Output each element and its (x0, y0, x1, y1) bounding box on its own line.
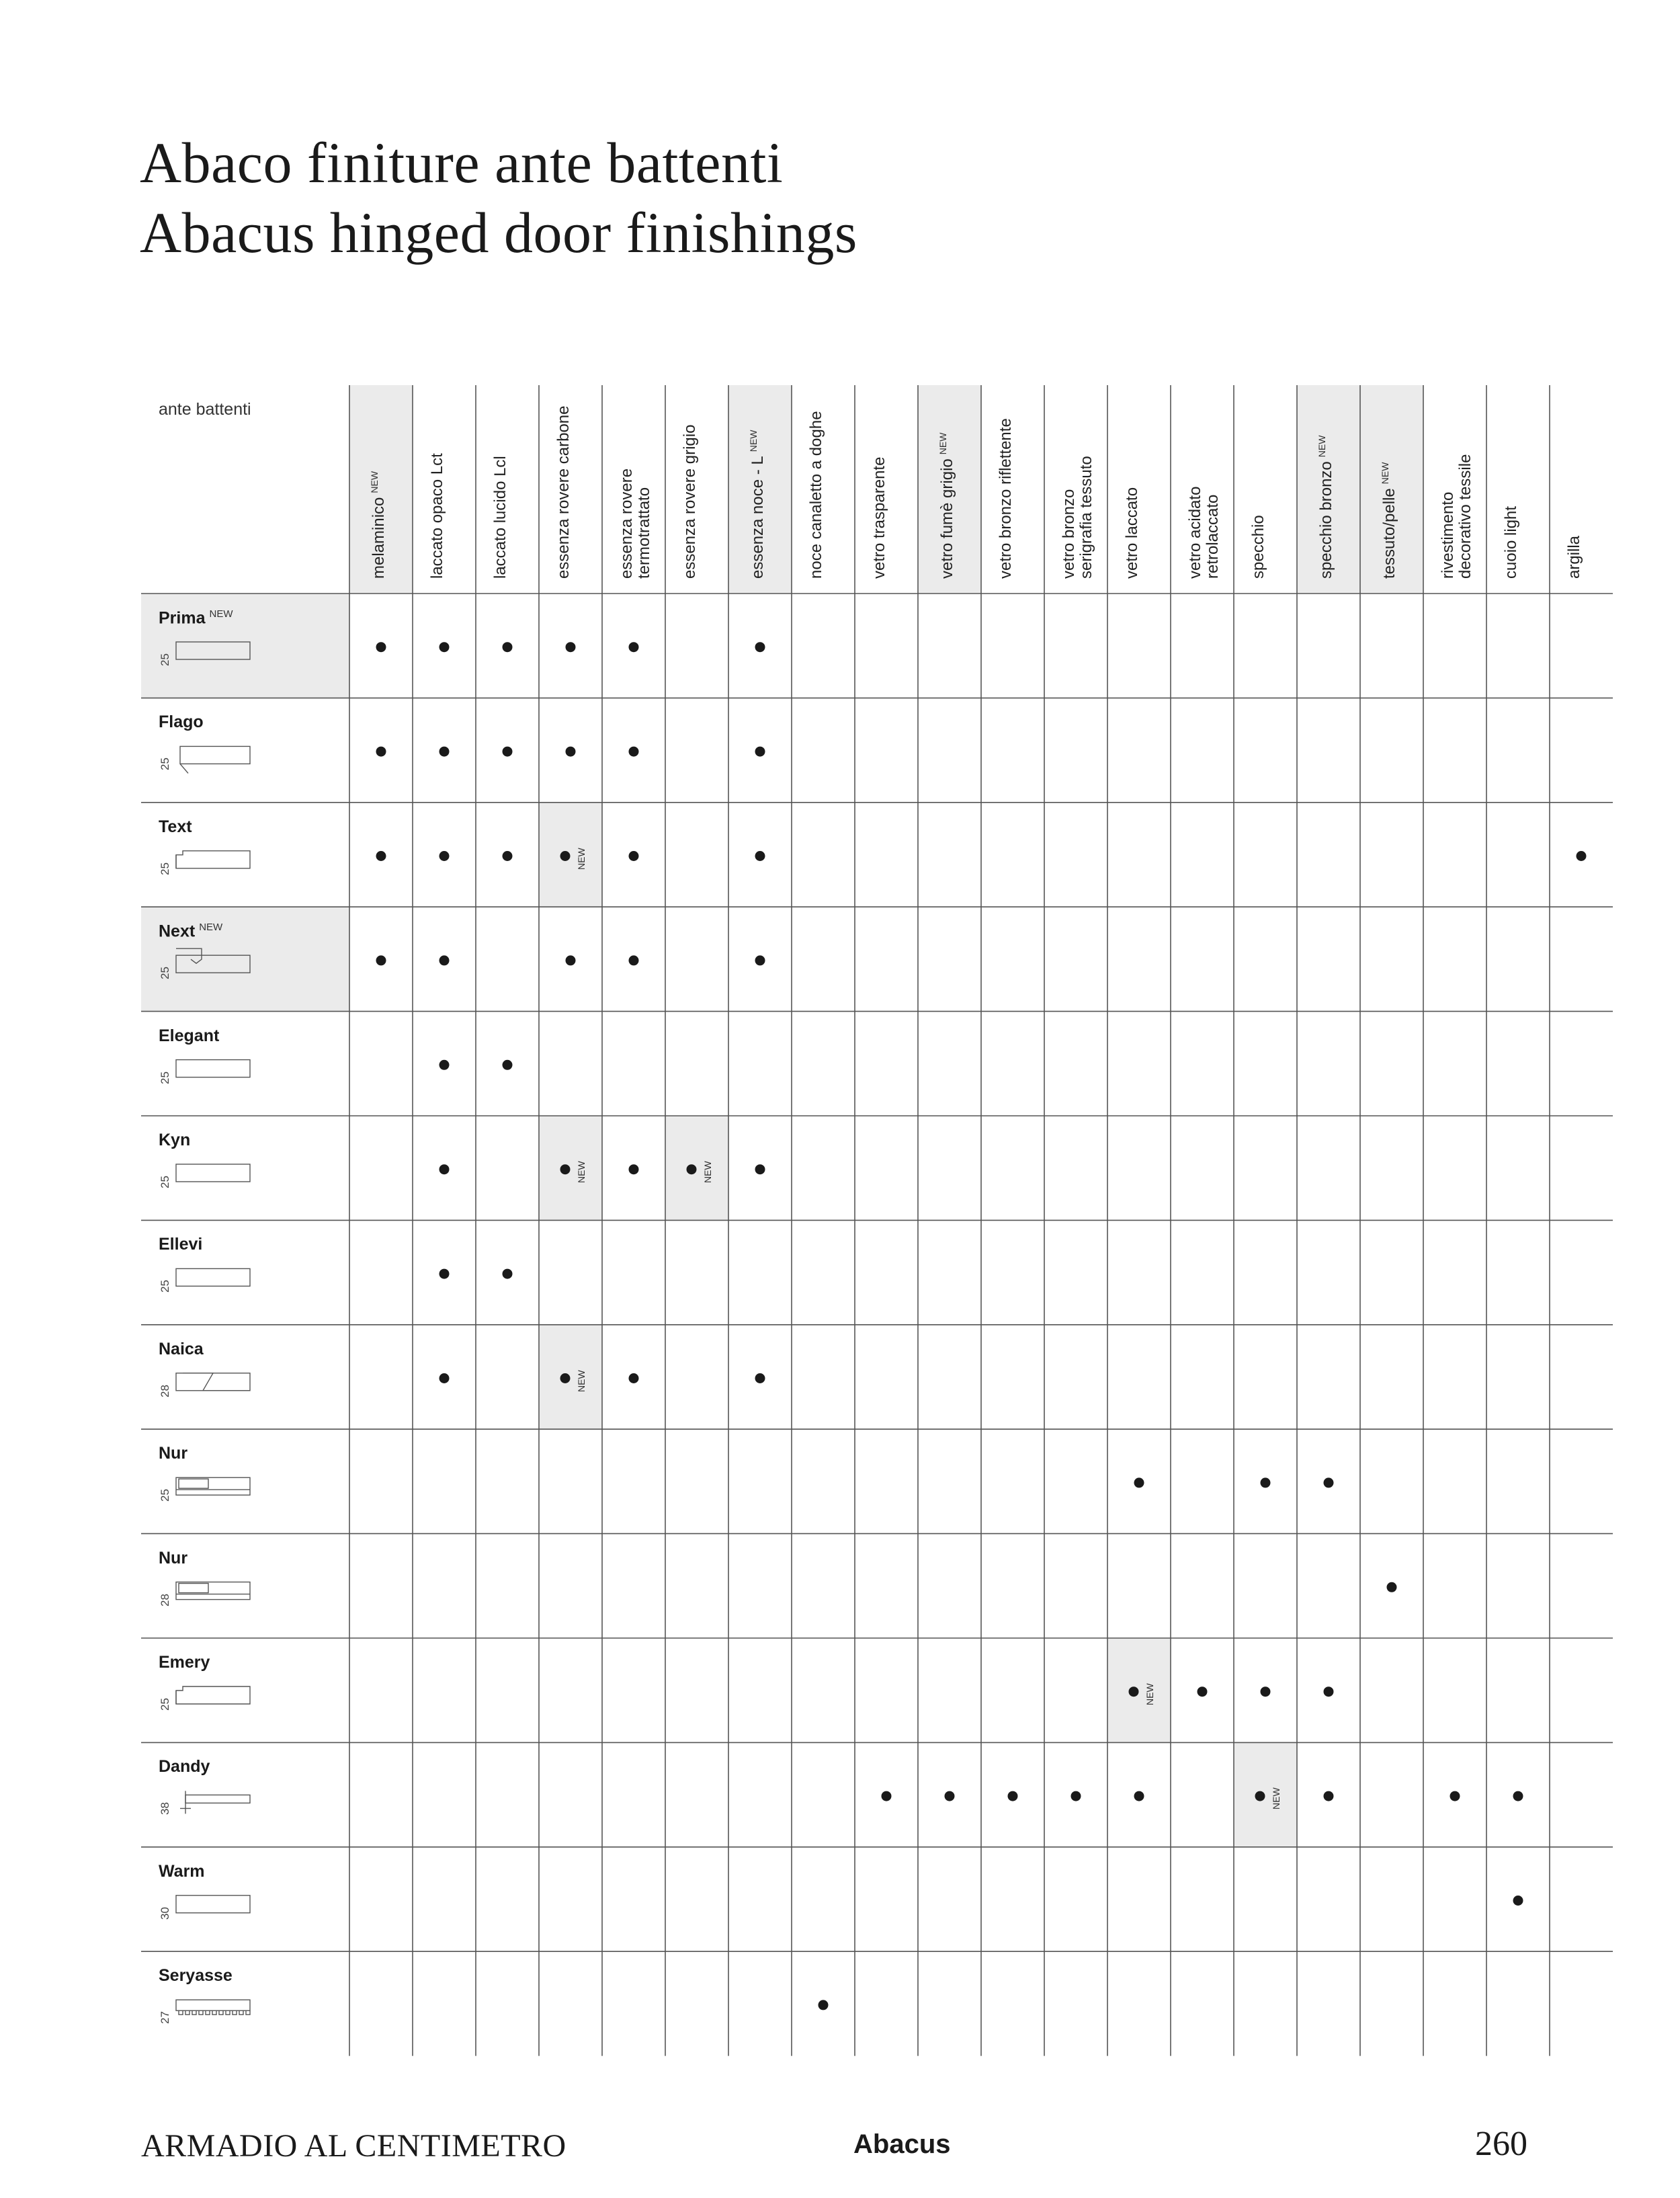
row-model-name-text: Kyn (159, 1131, 191, 1149)
row-model-name-text: Seryasse (159, 1966, 233, 1986)
finish-available-dot (629, 1373, 639, 1383)
door-profile-drawing (176, 1268, 250, 1286)
column-header-label: specchio bronzo$^{NEW}$ (1316, 435, 1335, 579)
row-model-name (159, 1653, 210, 1672)
door-profile-drawing (176, 1686, 250, 1704)
finish-available-dot (1134, 1791, 1144, 1801)
finish-available-dot (503, 1060, 513, 1070)
finish-available-dot (1577, 851, 1587, 861)
row-thickness-label: 25 (159, 1489, 171, 1502)
column-header (1566, 404, 1629, 579)
door-profile-drawing (176, 1060, 250, 1077)
finish-available-dot (566, 955, 576, 965)
finish-available-dot (755, 747, 765, 757)
column-header (681, 404, 745, 579)
row-model-name-text: Emery (159, 1653, 210, 1672)
column-header (934, 404, 997, 579)
finish-available-dot (755, 955, 765, 965)
footer-collection-name: ARMADIO AL CENTIMETRO (141, 2128, 566, 2164)
finish-available-dot (1255, 1791, 1265, 1801)
finish-available-dot (376, 642, 386, 652)
row-model-name (159, 713, 204, 732)
column-header-label: vetro acidato retrolaccato (1186, 486, 1222, 579)
finish-available-dot (376, 747, 386, 757)
row-model-name-text: Warm (159, 1861, 205, 1881)
door-profile-drawing (180, 1791, 250, 1814)
row-thickness-label: 25 (159, 653, 171, 666)
row-model-name (159, 1026, 219, 1046)
column-header-label: vetro bronzo serigrafia tessuto (1060, 456, 1095, 579)
finish-available-dot (629, 955, 639, 965)
finish-available-dot (376, 851, 386, 861)
column-header-label: melaminico$^{NEW}$ (369, 471, 388, 579)
new-cell-highlight (1107, 1638, 1171, 1742)
cell-new-badge: NEW (576, 1161, 587, 1183)
row-model-name-text: Ellevi (159, 1235, 203, 1254)
column-header-label: essenza noce - $L^{NEW}$ (748, 430, 767, 579)
finish-available-dot (629, 747, 639, 757)
column-header (1187, 404, 1250, 579)
finish-available-dot (503, 642, 513, 652)
row-new-badge: NEW (209, 608, 233, 620)
page-number: 260 (1475, 2125, 1527, 2163)
row-model-name (159, 1340, 204, 1359)
cell-new-badge: NEW (576, 847, 587, 870)
finish-available-dot (566, 642, 576, 652)
column-new-badge: NEW (1316, 435, 1327, 458)
table-corner-label: ante battenti (159, 400, 251, 419)
row-model-name (159, 1862, 205, 1881)
door-profile-drawing (180, 746, 250, 773)
column-new-badge: NEW (937, 432, 948, 455)
column-header-label: laccato opaco Lct (428, 453, 446, 579)
finish-available-dot (755, 851, 765, 861)
finish-available-dot (687, 1164, 697, 1174)
finish-available-dot (439, 955, 450, 965)
door-profile-drawing (176, 851, 250, 868)
finish-available-dot (1513, 1896, 1523, 1906)
row-model-name (159, 1131, 190, 1150)
row-model-name (159, 1757, 210, 1777)
finish-available-dot (439, 1373, 450, 1383)
door-profile-drawing (176, 1477, 250, 1495)
finish-available-dot (1134, 1477, 1144, 1488)
finish-available-dot (629, 642, 639, 652)
title-italian: Abaco finiture ante battenti (140, 130, 784, 195)
column-header-label: specchio (1249, 515, 1267, 579)
row-model-name-text: Nur (159, 1548, 188, 1568)
door-profile-drawing (176, 1164, 250, 1182)
row-model-name (159, 817, 192, 837)
column-header (808, 404, 871, 579)
column-header-label: rivestimento decorativo tessile (1439, 454, 1474, 579)
finish-available-dot (755, 642, 765, 652)
row-thickness-label: 25 (159, 1280, 171, 1293)
finish-available-dot (439, 1164, 450, 1174)
row-thickness-label: 38 (159, 1802, 171, 1816)
column-header-label: vetro trasparente (870, 456, 888, 579)
row-model-name-text: Prima (159, 608, 206, 628)
row-thickness-label: 25 (159, 862, 171, 875)
finish-available-dot (1324, 1686, 1334, 1697)
finish-available-dot (1261, 1686, 1271, 1697)
row-model-name (159, 1549, 187, 1568)
row-model-name-text: Next (159, 922, 196, 941)
new-cell-highlight (539, 1116, 602, 1220)
door-profile-drawing (176, 1373, 250, 1391)
column-new-badge: NEW (1380, 462, 1390, 485)
column-header (492, 404, 555, 579)
row-model-name-text: Elegant (159, 1026, 220, 1045)
finish-available-dot (503, 851, 513, 861)
row-thickness-label: 28 (159, 1593, 171, 1606)
finish-available-dot (503, 747, 513, 757)
column-header-label: noce canaletto a doghe (807, 411, 825, 579)
finish-available-dot (1071, 1791, 1081, 1801)
column-header (1439, 404, 1503, 579)
finish-available-dot (1324, 1791, 1334, 1801)
finish-available-dot (1450, 1791, 1460, 1801)
cell-new-badge: NEW (702, 1161, 713, 1183)
new-cell-highlight (539, 1325, 602, 1429)
row-thickness-label: 25 (159, 1176, 171, 1188)
new-cell-highlight (665, 1116, 728, 1220)
row-model-name (159, 1966, 233, 1986)
finish-available-dot (439, 747, 450, 757)
row-model-name-text: Flago (159, 713, 204, 732)
finish-available-dot (945, 1791, 955, 1801)
column-header (745, 404, 808, 579)
row-thickness-label: 25 (159, 758, 171, 771)
new-cell-highlight (539, 803, 602, 907)
column-header-label: vetro bronzo riflettente (997, 418, 1015, 579)
row-thickness-label: 25 (159, 1071, 171, 1084)
finish-available-dot (503, 1269, 513, 1279)
title-english: Abacus hinged door finishings (140, 200, 857, 265)
finish-available-dot (755, 1373, 765, 1383)
column-header (555, 404, 618, 579)
column-header-label: laccato lucido Lcl (491, 456, 509, 579)
row-model-name-text: Dandy (159, 1757, 210, 1777)
row-model-name-text: Nur (159, 1444, 188, 1463)
finish-available-dot (560, 1373, 571, 1383)
finish-available-dot (439, 1060, 450, 1070)
column-header (871, 404, 934, 579)
finish-available-dot (566, 747, 576, 757)
finish-available-dot (1387, 1582, 1397, 1592)
row-thickness-label: 30 (159, 1906, 171, 1920)
door-profile-drawing (176, 1582, 250, 1600)
finish-available-dot (1324, 1477, 1334, 1488)
door-profile-drawing (176, 1896, 250, 1913)
row-thickness-label: 25 (159, 967, 171, 980)
column-new-badge: NEW (748, 430, 759, 452)
column-header-label: tessuto/pelle$^{NEW}$ (1380, 462, 1398, 579)
column-header (618, 404, 681, 579)
row-thickness-label: 25 (159, 1698, 171, 1711)
finish-available-dot (439, 851, 450, 861)
column-header (1124, 404, 1187, 579)
finish-available-dot (755, 1164, 765, 1174)
row-model-name (159, 1444, 187, 1463)
row-model-name (159, 608, 233, 628)
column-header-label: vetro fumè grigio$^{NEW}$ (937, 432, 956, 579)
column-header (1250, 404, 1313, 579)
finish-available-dot (1513, 1791, 1523, 1801)
column-header (366, 404, 429, 579)
cell-new-badge: NEW (1271, 1787, 1282, 1810)
row-thickness-label: 27 (159, 2011, 171, 2025)
row-model-name-text: Naica (159, 1339, 204, 1358)
row-new-badge: NEW (199, 922, 223, 934)
footer-brand: Abacus (853, 2129, 951, 2159)
finish-available-dot (439, 1269, 450, 1279)
column-header-label: essenza rovere carbone (554, 405, 573, 579)
cell-new-badge: NEW (1144, 1683, 1155, 1705)
finish-available-dot (818, 2000, 829, 2010)
column-header (997, 404, 1060, 579)
cell-new-badge: NEW (576, 1369, 587, 1392)
column-header (1313, 404, 1376, 579)
row-model-name (159, 1235, 202, 1254)
finish-available-dot (1198, 1686, 1208, 1697)
finish-available-dot (629, 851, 639, 861)
finish-available-dot (1008, 1791, 1018, 1801)
row-model-name (159, 922, 222, 941)
column-header (1376, 404, 1439, 579)
column-header-label: cuoio light (1502, 505, 1520, 579)
row-model-name-text: Text (159, 817, 192, 836)
finish-available-dot (629, 1164, 639, 1174)
new-cell-highlight (1234, 1742, 1297, 1846)
door-profile-drawing (176, 2000, 250, 2014)
column-header-label: essenza rovere termotrattato (618, 468, 653, 579)
column-header-label: vetro laccato (1123, 487, 1141, 579)
column-header-label: essenza rovere grigio (681, 424, 699, 579)
column-header (429, 404, 492, 579)
column-new-badge: NEW (369, 471, 380, 493)
finish-available-dot (882, 1791, 892, 1801)
finish-available-dot (439, 642, 450, 652)
finish-available-dot (376, 955, 386, 965)
finish-available-dot (1129, 1686, 1139, 1697)
finish-available-dot (560, 851, 571, 861)
finish-available-dot (560, 1164, 571, 1174)
column-header (1060, 404, 1124, 579)
column-header (1503, 404, 1566, 579)
row-thickness-label: 28 (159, 1384, 171, 1397)
finish-available-dot (1261, 1477, 1271, 1488)
column-header-label: argilla (1565, 535, 1583, 579)
